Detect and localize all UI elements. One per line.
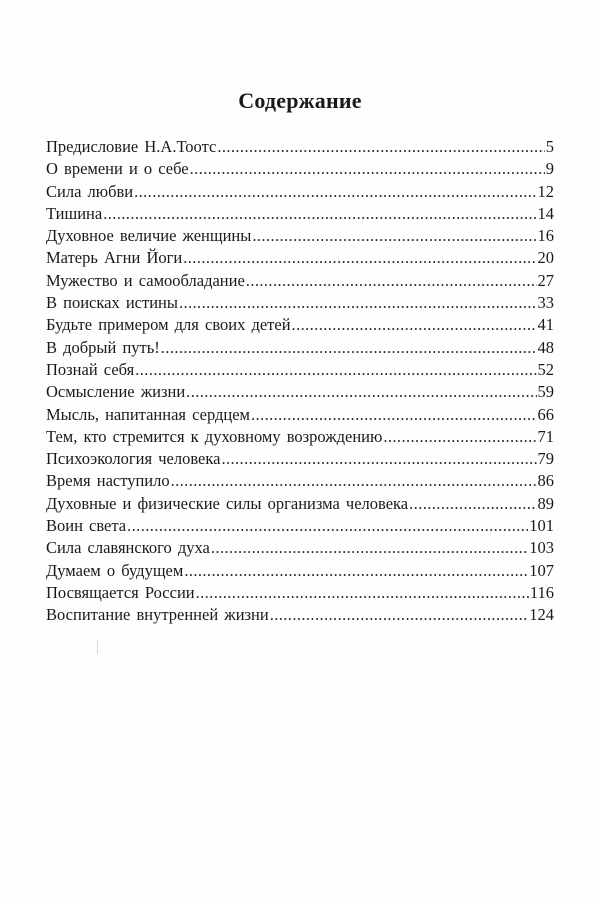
toc-entry-page: 16 <box>537 226 554 246</box>
toc-entry-1 <box>46 136 554 158</box>
toc-entry-5 <box>46 225 554 247</box>
dot-leader <box>135 359 536 381</box>
dot-leader <box>183 247 536 269</box>
toc-entry-title: Время наступило <box>46 471 170 491</box>
toc-entry-title: О времени и о себе <box>46 159 189 179</box>
toc-entry-15 <box>46 448 554 470</box>
dot-leader <box>134 181 536 203</box>
dot-leader <box>190 158 545 180</box>
toc-entry-7 <box>46 270 554 292</box>
toc-entry-title: Будьте примером для своих детей <box>46 315 291 335</box>
dot-leader <box>179 292 537 314</box>
toc-entry-title: Тем, кто стремится к духовному возрождению <box>46 426 383 446</box>
toc-entry-page: 124 <box>529 605 554 625</box>
dot-leader <box>184 560 528 582</box>
dot-leader <box>211 537 528 559</box>
dot-leader <box>103 203 536 225</box>
toc-entry-2 <box>46 158 554 180</box>
toc-entry-page: 9 <box>545 159 554 179</box>
toc-entry-17 <box>46 493 554 515</box>
dot-leader <box>270 604 529 626</box>
toc-entry-page: 59 <box>537 382 554 402</box>
toc-entry-3 <box>46 181 554 203</box>
toc-entry-6 <box>46 247 554 269</box>
toc-entry-page: 66 <box>537 404 554 424</box>
toc-entry-title: Думаем о будущем <box>46 560 184 580</box>
page-title: Содержание <box>238 88 362 113</box>
toc-entry-page: 48 <box>537 337 554 357</box>
toc-entry-title: Мысль, напитанная сердцем <box>46 404 250 424</box>
dot-leader <box>292 314 537 336</box>
toc-entry-page: 12 <box>537 181 554 201</box>
dot-leader <box>246 270 537 292</box>
toc-entry-title: Психоэкология человека <box>46 449 221 469</box>
toc-entry-title: Матерь Агни Йоги <box>46 248 183 268</box>
toc-entry-page: 20 <box>537 248 554 268</box>
toc-entry-page: 41 <box>537 315 554 335</box>
dot-leader <box>171 470 537 492</box>
dot-leader <box>217 136 544 158</box>
toc-entry-title: Осмысление жизни <box>46 382 186 402</box>
toc-entry-page: 103 <box>529 538 554 558</box>
toc-entry-13 <box>46 404 554 426</box>
toc-entry-20 <box>46 560 554 582</box>
dot-leader <box>127 515 528 537</box>
toc-entry-title: Посвящается России <box>46 582 195 602</box>
toc-entry-4 <box>46 203 554 225</box>
toc-entry-page: 89 <box>537 493 554 513</box>
dot-leader <box>409 493 536 515</box>
toc-entry-title: Воин света <box>46 516 127 536</box>
toc-entry-title: Духовное величие женщины <box>46 226 252 246</box>
toc-entry-page: 86 <box>537 471 554 491</box>
toc-entry-page: 101 <box>529 516 554 536</box>
toc-entry-page: 71 <box>537 426 554 446</box>
toc-entry-page: 116 <box>529 582 554 602</box>
toc-entry-page: 52 <box>537 359 554 379</box>
toc-entry-8 <box>46 292 554 314</box>
toc-entry-title: В поисках истины <box>46 293 178 313</box>
toc-entry-title: Тишина <box>46 203 103 223</box>
toc-entry-title: Духовные и физические силы организма человека <box>46 493 409 513</box>
toc-entry-title: Мужество и самообладание <box>46 270 245 290</box>
toc-entry-page: 33 <box>537 293 554 313</box>
toc-entry-18 <box>46 515 554 537</box>
table-of-contents <box>46 136 554 627</box>
toc-entry-title: Сила славянского духа <box>46 538 210 558</box>
toc-entry-page: 14 <box>537 203 554 223</box>
dot-leader <box>161 337 537 359</box>
toc-entry-16 <box>46 470 554 492</box>
dot-leader <box>252 225 536 247</box>
toc-entry-22 <box>46 604 554 626</box>
toc-entry-10 <box>46 337 554 359</box>
toc-entry-title: Воспитание внутренней жизни <box>46 605 269 625</box>
dot-leader <box>186 381 536 403</box>
toc-entry-title: Сила любви <box>46 181 134 201</box>
toc-entry-page: 5 <box>545 137 554 156</box>
dot-leader <box>221 448 536 470</box>
toc-entry-title: Предисловие Н.А.Тоотс <box>46 137 217 156</box>
toc-entry-9 <box>46 314 554 336</box>
toc-entry-11 <box>46 359 554 381</box>
dot-leader <box>251 404 537 426</box>
dot-leader <box>196 582 529 604</box>
toc-entry-page: 79 <box>537 449 554 469</box>
paper-speck <box>97 640 98 654</box>
toc-entry-12 <box>46 381 554 403</box>
toc-entry-title: Познай себя <box>46 359 135 379</box>
toc-entry-19 <box>46 537 554 559</box>
dot-leader <box>383 426 536 448</box>
toc-entry-21 <box>46 582 554 604</box>
toc-entry-14 <box>46 426 554 448</box>
toc-entry-page: 27 <box>537 270 554 290</box>
toc-entry-page: 107 <box>529 560 554 580</box>
toc-entry-title: В добрый путь! <box>46 337 160 357</box>
